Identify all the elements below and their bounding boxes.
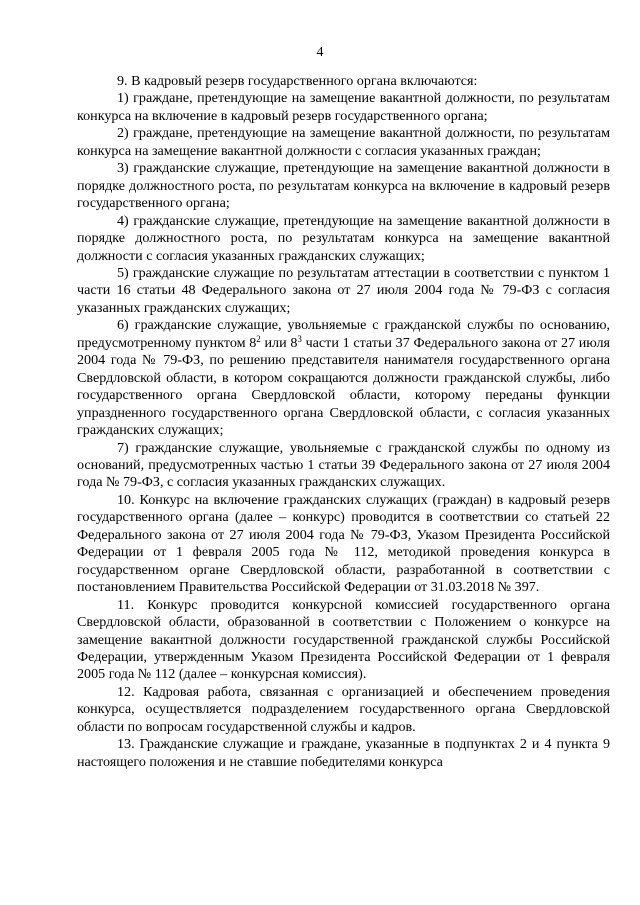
- paragraph-13: 13. Гражданские служащие и граждане, указанные в подпунктах 2 и 4 пункта 9 настоящего положения и не ставшие победителями конкурса: [77, 736, 610, 770]
- list-item-5: 5) гражданские служащие по результатам аттестации в соответствии с пунктом 1 части 16 статьи 48 Федерального закона от 27 июля 2004 года № 79-ФЗ с согласия указанных гражданских служащих;: [77, 264, 610, 316]
- list-item-6-text-b: или 8: [260, 334, 298, 351]
- page-number: 4: [316, 45, 324, 60]
- list-item-6-text-c: части 1 статьи 37 Федерального закона от 27 июля 2004 года № 79-ФЗ, по решению представителя нанимателя государственного органа Свердловской области, в котором сокращаются должности гражданской службы, либо государственного органа Свердловской области, которому переданы функции упраздненного государственного органа Свердловской области, с согласия указанных гражданских служащих;: [77, 334, 610, 439]
- list-item-4: 4) гражданские служащие, претендующие на замещение вакантной должности в порядке должностного роста, по результатам конкурса на замещение вакантной должности с согласия указанных гражданских служащих;: [77, 212, 610, 264]
- paragraph-11: 11. Конкурс проводится конкурсной комиссией государственного органа Свердловской области, образованной в соответствии с Положением о конкурсе на замещение вакантной должности государственной гражданской службы Российской Федерации, утвержденным Указом Президента Российской Федерации от 1 февраля 2005 года № 112 (далее – конкурсная комиссия).: [77, 596, 610, 683]
- list-item-1: 1) граждане, претендующие на замещение вакантной должности, по результатам конкурса на включение в кадровый резерв государственного органа;: [77, 90, 610, 124]
- superscript-2: 2: [256, 333, 261, 344]
- list-item-3: 3) гражданские служащие, претендующие на замещение вакантной должности в порядке должностного роста, по результатам конкурса на включение в кадровый резерв государственного органа;: [77, 160, 610, 212]
- document-body: [77, 73, 610, 771]
- paragraph-9-heading: 9. В кадровый резерв государственного органа включаются:: [117, 73, 478, 89]
- superscript-3: 3: [297, 333, 302, 344]
- list-item-6: [77, 317, 610, 439]
- paragraph-10: 10. Конкурс на включение гражданских служащих (граждан) в кадровый резерв государственного органа (далее – конкурс) проводится в соответствии со статьей 22 Федерального закона от 27 июля 2004 года № 79-ФЗ, Указом Президента Российской Федерации от 1 февраля 2005 года № 112, методикой проведения конкурса в государственном органе Свердловской области, разработанной в соответствии с постановлением Правительства Российской Федерации от 31.03.2018 № 397.: [77, 491, 610, 596]
- list-item-7: 7) гражданские служащие, увольняемые с гражданской службы по одному из оснований, предусмотренных частью 1 статьи 39 Федерального закона от 27 июля 2004 года № 79-ФЗ, с согласия указанных гражданских служащих.: [77, 439, 610, 491]
- paragraph-12: 12. Кадровая работа, связанная с организацией и обеспечением проведения конкурса, осуществляется подразделением государственного органа Свердловской области по вопросам государственной службы и кадров.: [77, 683, 610, 735]
- list-item-2: 2) граждане, претендующие на замещение вакантной должности, по результатам конкурса на замещение вакантной должности с согласия указанных граждан;: [77, 125, 610, 159]
- list-item-6-text-a: 6) гражданские служащие, увольняемые с гражданской службы по основанию, предусмотренному пунктом 8: [77, 317, 610, 351]
